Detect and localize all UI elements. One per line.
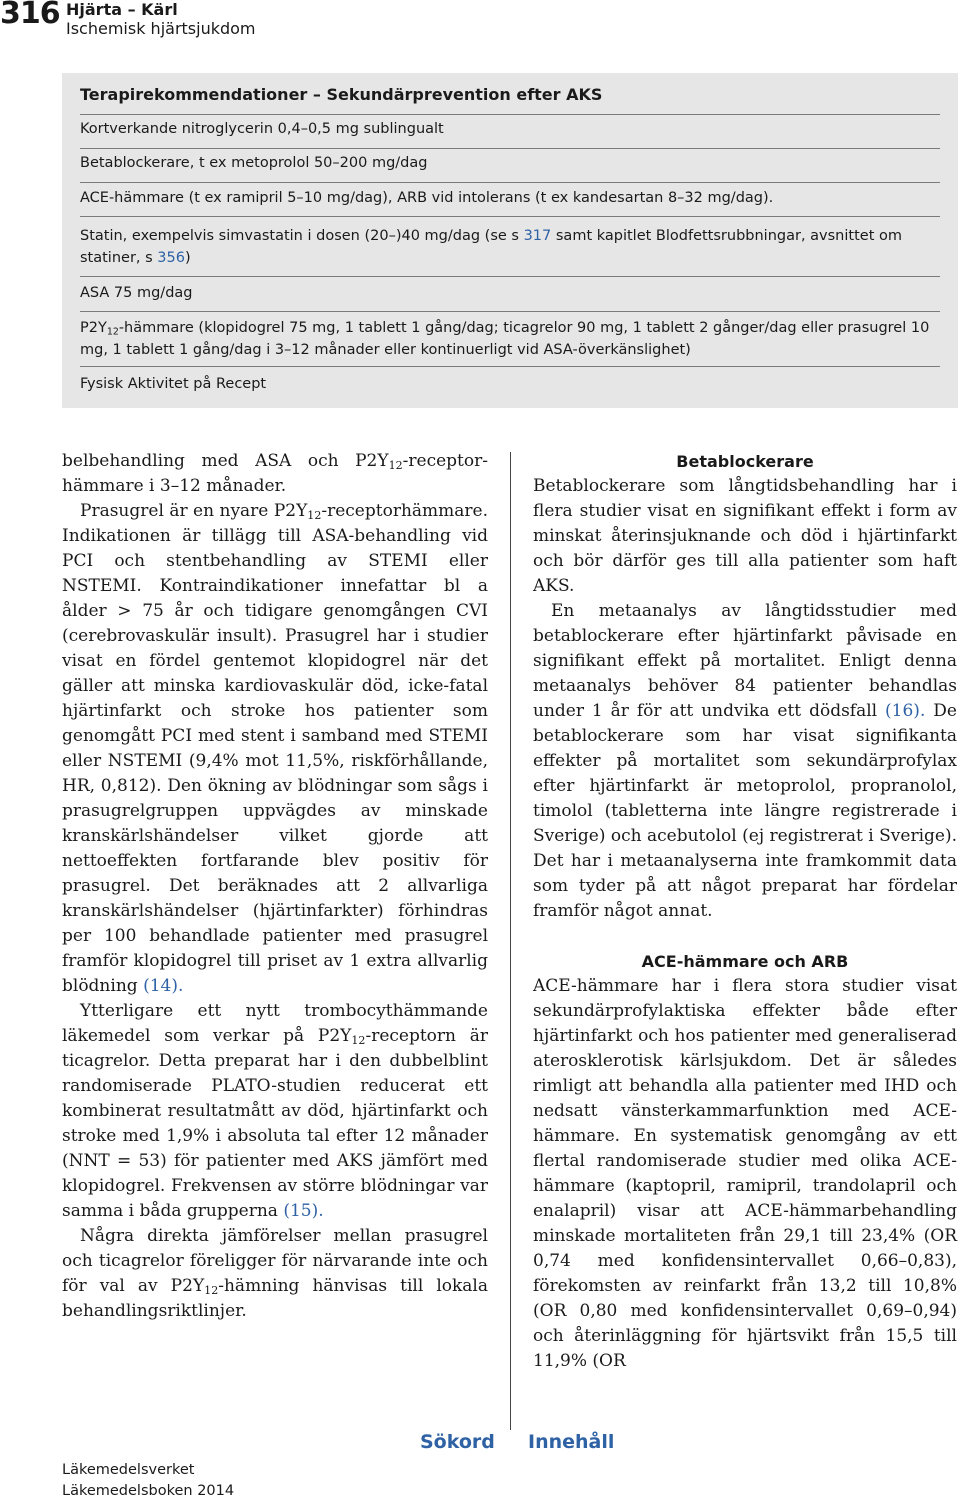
box-title: Terapirekommendationer – Sekundärprevention efter AKS [80,85,603,104]
box-divider [80,182,940,183]
reference-link-15[interactable]: (15). [283,1201,324,1221]
book-title: Läkemedelsboken 2014 [62,1483,235,1499]
paragraph-ace: ACE-hämmare har i flera stora studier visat sekundärprofylaktiska effekter både efter hjärtinfarkt och hos patienter med generaliserad aterosklerotisk kärlsjukdom. Det är således rimligt att behandla alla patienter med IHD och nedsatt vänsterkammarfunktion med ACE-hämmare. En systematisk genomgång av ett flertal randomiserade studier med olika ACE-hämmare (kaptopril, ramipril, trandolapril och enalapril) visar att ACE-hämmarbehandling minskade mortaliteten från 29,1 till 23,4% (OR 0,74 med konfidensintervallet 0,66–0,83), förekomsten av reinfarkt från 13,2 till 10,8% (OR 0,80 med konfidensintervallet 0,69–0,94) och återinläggning för hjärtsvikt från 15,5 till 11,9% (OR [533,976,957,1371]
subsection-title: Ischemisk hjärtsjukdom [66,19,256,38]
section-heading-betablockers: Betablockerare [676,452,814,471]
contents-link[interactable]: Innehåll [528,1431,615,1453]
box-divider [80,276,940,277]
paragraph-metaanalysis: En metaanalys av långtidsstudier med betablockerare efter hjärtinfarkt påvisade en signifikant effekt på mortalitet. Enligt denna metaanalys behöver 84 patienter behandlas under 1 år för att undvika ett dödsfall (16). De betablockerare som har visat signifikanta effekter på mortalitet som sekundärprofylax efter hjärtinfarkt är metoprolol, propranolol, timolol (tabletterna inte längre registrerade i Sverige) och acebutolol (ej registrerat i Sverige). Det har i metaanalyserna inte framkommit data som tyder på att något preparat har fördelar framför något annat. [533,601,957,921]
right-column [533,449,957,1374]
paragraph-ticagrelor: Ytterligare ett nytt trombocythämmande läkemedel som verkar på $P2Y_{12}$-receptorn är ticagrelor. Detta preparat har i den dubbelblint randomiserade PLATO-studien reducerat ett kombinerat resultatmått av död, hjärtinfarkt och stroke med 1,9% i absoluta tal efter 12 månader (NNT = 53) för patienter med AKS jämfört med klopidogrel. Frekvensen av större blödningar var samma i båda grupperna (15). [62,1001,488,1221]
page-number: 316 [0,0,60,31]
paragraph-prasugrel: Prasugrel är en nyare $P2Y_{12}$-receptorhämmare. Indikationen är tillägg till ASA-behandling vid PCI och stentbehandling av STEMI eller NSTEMI. Kontraindikationer innefattar bl a ålder > 75 år och tidigare genomgången CVI (cerebrovaskulär insult). Prasugrel har i studier visat en fördel gentemot klopidogrel när det gäller att minska kardiovaskulär död, icke-fatal hjärtinfarkt och stroke hos patienter som genomgått PCI med stent i samband med STEMI eller NSTEMI (9,4% mot 11,5%, riskförhållande, HR, 0,812). Den ökning av blödningar som sågs i prasugrelgruppen uppvägdes av minskade kranskärlshändelser vilket gjorde att nettoeffekten fortfarande blev positiv för prasugrel. Det beräknades att 2 allvarliga kranskärlshändelser (hjärtinfarkter) förhindras per 100 behandlade patienter med prasugrel framför klopidogrel till priset av 1 extra allvarlig blödning (14). [62,501,488,996]
rec-asa: ASA 75 mg/dag [80,285,193,301]
box-divider [80,114,940,115]
paragraph-comparison: Några direkta jämförelser mellan prasugrel och ticagrelor föreligger för närvarande inte och för val av $P2Y_{12}$-hämning hänvisas till lokala behandlingsriktlinjer. [62,1226,488,1321]
running-header [66,0,256,38]
box-divider [80,216,940,217]
box-divider [80,311,940,312]
box-divider [80,148,940,149]
section-title: Hjärta – Kärl [66,0,178,19]
rec-betablocker: Betablockerare, t ex metoprolol 50–200 mg/dag [80,155,428,171]
section-heading-ace-arb: ACE-hämmare och ARB [641,952,849,971]
search-link[interactable]: Sökord [420,1431,495,1453]
rec-p2y12-inhibitor: $P2Y_{12}$-hämmare (klopidogrel 75 mg, 1 tablett 1 gång/dag; ticagrelor 90 mg, 1 tablett 2 gånger/dag eller prasugrel 10 mg, 1 tablett 1 gång/dag i 3–12 månader eller kontinuerligt vid ASA-överkänslighet) [80,320,930,358]
rec-physical-activity: Fysisk Aktivitet på Recept [80,376,267,392]
paragraph: Betablockerare som långtidsbehandling har i flera studier visat en signifikant effekt i form av minskat återinsjuknande och död i hjärtinfarkt och bör därför ges till alla patienter som haft AKS. [533,476,957,596]
box-divider [80,366,940,367]
therapy-recommendation-box [62,73,958,408]
page-link-356[interactable]: 356 [157,250,185,266]
reference-link-16[interactable]: (16). [885,701,926,721]
left-column [62,449,488,1324]
column-divider [510,452,511,1430]
reference-link-14[interactable]: (14). [143,976,184,996]
footer [62,1460,234,1502]
rec-ace-inhibitor: ACE-hämmare (t ex ramipril 5–10 mg/dag), ARB vid intolerans (t ex kandesartan 8–32 mg/dag). [80,190,774,206]
rec-statin: Statin, exempelvis simvastatin i dosen (20–)40 mg/dag (se s 317 samt kapitlet Blodfettsrubbningar, avsnittet om statiner, s 356) [80,228,902,266]
page-link-317[interactable]: 317 [523,228,552,244]
publisher: Läkemedelsverket [62,1462,195,1478]
paragraph: belbehandling med ASA och $P2Y_{12}$-receptorhämmare i 3–12 månader. [62,451,488,496]
rec-nitroglycerin: Kortverkande nitroglycerin 0,4–0,5 mg sublingualt [80,121,444,137]
